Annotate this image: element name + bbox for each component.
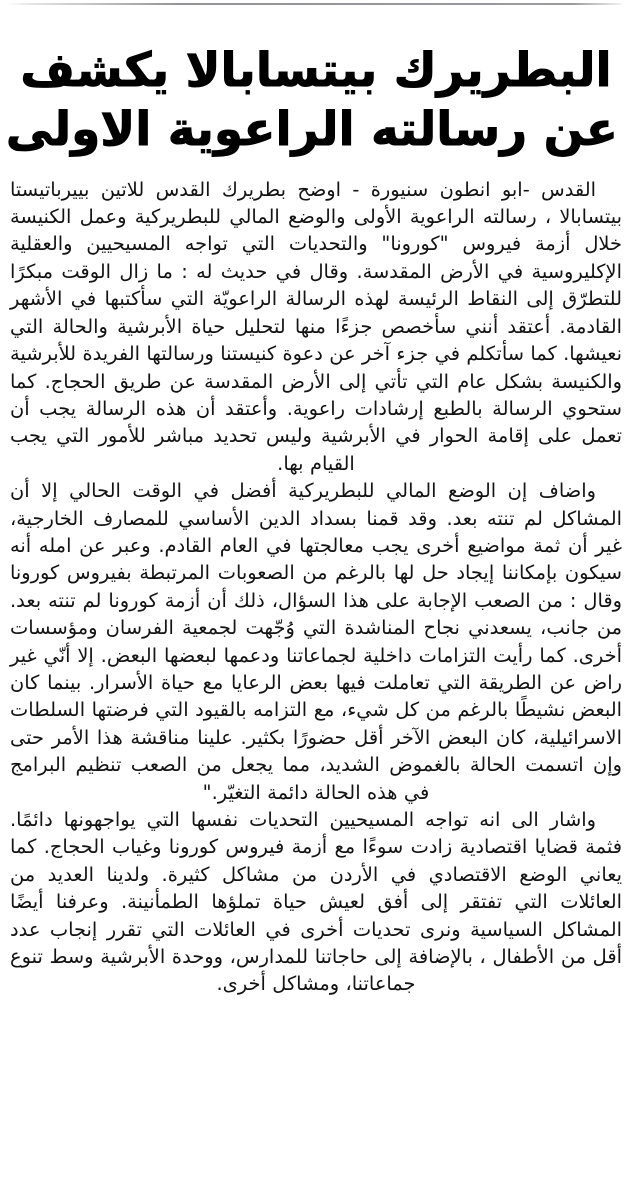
article-paragraph-2: واضاف إن الوضع المالي للبطريركية أفضل في الوقت الحالي إلا أن المشاكل لم تنته بعد. وقد قمنا بسداد الدين الأساسي للمصارف الخارجية، غير أن ثمة مواضيع أخرى يجب معالجتها في العام القادم. وعبر عن امله أنه سيكون بإمكاننا إيجاد حل لها بالرغم من الصعوبات المرتبطة بفيروس كورونا وقال : من الصعب الإجابة على هذا السؤال، ذلك أن أزمة كورونا لم تنته بعد. من جانب، يسعدني نجاح المناشدة التي وُجّهت لجمعية الفرسان ومؤسسات أخرى. كما رأيت التزامات داخلية لجماعاتنا ودعمها لبعضها البعض. إلا أنّي غير راض عن الطريقة التي تعاملت فيها بعض الرعايا مع حياة الأسرار. بينما كان البعض نشيطًا بالرغم من كل شيء، مع التزامه بالقيود التي فرضتها السلطات الاسرائيلية، كان البعض الآخر أقل حضورًا بكثير. علينا مناقشة هذا الأمر حتى وإن اتسمت الحالة بالغموض الشديد، مما يجعل من الصعب تنظيم البرامج في هذه الحالة دائمة التغيّر." [10, 479, 622, 804]
article-paragraph-3: واشار الى انه تواجه المسيحيين التحديات نفسها التي يواجهونها دائمًا. فثمة قضايا اقتصادية زادت سوءًا مع أزمة فيروس كورونا وغياب الحجاج. كما يعاني الوضع الاقتصادي في الأردن من مشاكل كثيرة. ولدينا العديد من العائلات التي تفتقر إلى أفق لعيش حياة تملؤها الطمأنينة. وعرفنا أيضًا المشاكل السياسية ونرى تحديات أخرى في العائلات التي تقرر إنجاب عدد أقل من الأطفال ، بالإضافة إلى حاجاتنا للمدارس، ووحدة الأبرشية وسط تنوع جماعاتنا، ومشاكل أخرى. [10, 808, 622, 996]
top-divider-rule [6, 3, 622, 5]
article-body [0, 159, 632, 998]
headline-line-1: البطريرك بيتسابالا يكشف [20, 43, 612, 98]
headline-line-2: عن رسالته الراعوية الاولى [5, 102, 618, 158]
article-paragraph-1: القدس -ابو انطون سنيورة - اوضح بطريرك القدس للاتين بييرباتيستا بيتسابالا ، رسالته الراعوية الأولى والوضع المالي للبطريركية وعمل الكنيسة خلال أزمة فيروس "كورونا" والتحديات التي تواجه المسيحيين والعقلية الإكليروسية في الأرض المقدسة. وقال في حديث له : ما زال الوقت مبكرًا للتطرّق إلى النقاط الرئيسة لهذه الرسالة الراعويّة التي سأكتبها في الأشهر القادمة. أعتقد أنني سأخصص جزءًا منها لتحليل حياة الأبرشية والحالة التي نعيشها. كما سأتكلم في جزء آخر عن دعوة كنيستنا ورسالتها الفريدة للأبرشية والكنيسة بشكل عام التي تأتي إلى الأرض المقدسة عن طريق الحجاج. كما ستحوي الرسالة بالطبع إرشادات راعوية. وأعتقد أن هذه الرسالة يجب أن تعمل على إقامة الحوار في الأبرشية وليس تحديد مباشر للأمور التي يجب القيام بها. [10, 177, 622, 475]
page-title [0, 0, 632, 159]
